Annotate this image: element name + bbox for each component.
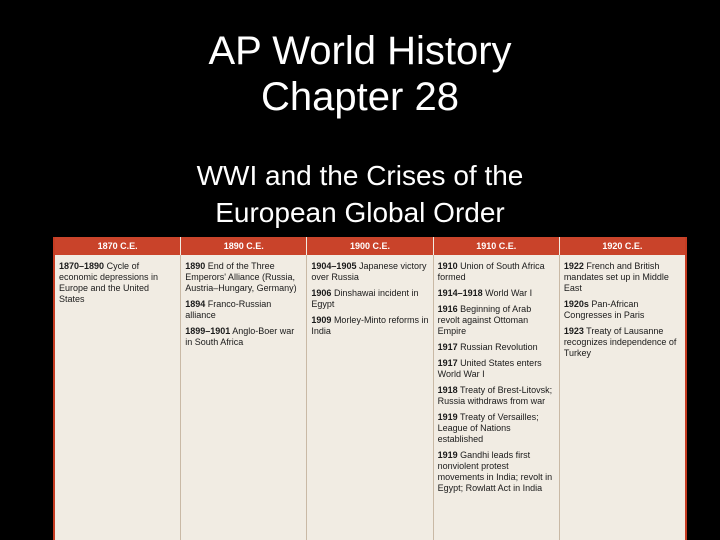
entry-text: Japanese victory over Russia [311, 261, 427, 282]
timeline-column [181, 255, 307, 540]
timeline-entry [311, 261, 428, 283]
entry-date: 1870–1890 [59, 261, 105, 271]
entry-date: 1919 [437, 450, 458, 460]
entry-text: Treaty of Versailles; League of Nations established [437, 412, 539, 444]
timeline-entry [438, 342, 555, 353]
entry-text: Franco-Russian alliance [185, 299, 272, 320]
timeline-column [560, 255, 685, 540]
entry-text: Russian Revolution [457, 342, 538, 352]
timeline-entry [438, 304, 555, 337]
entry-text: Morley-Minto reforms in India [311, 315, 429, 336]
timeline-header [55, 237, 685, 255]
entry-date: 1919 [437, 412, 458, 422]
timeline-entry [438, 261, 555, 283]
entry-text: Dinshawai incident in Egypt [311, 288, 419, 309]
timeline-column [434, 255, 560, 540]
timeline-header-cell: 1910 C.E. [434, 237, 560, 255]
entry-date: 1899–1901 [185, 326, 231, 336]
timeline-header-cell: 1890 C.E. [181, 237, 307, 255]
timeline-column [55, 255, 181, 540]
timeline-entry [564, 299, 681, 321]
entry-text: United States enters World War I [437, 358, 542, 379]
entry-date: 1917 [437, 358, 458, 368]
timeline-entry [185, 299, 302, 321]
entry-date: 1922 [563, 261, 584, 271]
timeline-image [53, 237, 687, 540]
timeline-entry [564, 326, 681, 359]
timeline-header-cell: 1900 C.E. [307, 237, 433, 255]
timeline-entry [564, 261, 681, 294]
entry-text: Gandhi leads first nonviolent protest movements in India; revolt in Egypt; Rowlatt Act in India [437, 450, 553, 493]
entry-date: 1909 [311, 315, 332, 325]
entry-date: 1890 [185, 261, 206, 271]
title-line-2: Chapter 28 [261, 75, 459, 119]
entry-text: World War I [482, 288, 533, 298]
timeline-entry [438, 450, 555, 494]
title-line-1: AP World History [208, 29, 512, 73]
timeline-entry [438, 288, 555, 299]
entry-date: 1918 [437, 385, 458, 395]
timeline-header-cell: 1920 C.E. [602, 241, 643, 251]
timeline-entry [185, 261, 302, 294]
timeline-entry [185, 326, 302, 348]
entry-date: 1894 [185, 299, 206, 309]
entry-text: Anglo-Boer war in South Africa [185, 326, 295, 347]
timeline-entry [438, 358, 555, 380]
entry-date: 1904–1905 [311, 261, 357, 271]
timeline-entry [59, 261, 176, 305]
slide-title [0, 28, 720, 120]
entry-text: Treaty of Brest-Litovsk; Russia withdraws from war [437, 385, 553, 406]
entry-text: Beginning of Arab revolt against Ottoman Empire [437, 304, 532, 336]
entry-date: 1914–1918 [437, 288, 483, 298]
slide-subtitle [0, 157, 720, 231]
subtitle-line-2: European Global Order [215, 197, 505, 228]
entry-date: 1910 [437, 261, 458, 271]
timeline-header-cell: 1870 C.E. [55, 237, 181, 255]
timeline-columns [55, 255, 685, 540]
timeline-entry [438, 412, 555, 445]
subtitle-line-1: WWI and the Crises of the [196, 160, 524, 191]
entry-text: End of the Three Emperors' Alliance (Russia, Austria–Hungary, Germany) [185, 261, 297, 293]
entry-date: 1917 [437, 342, 458, 352]
entry-text: Pan-African Congresses in Paris [563, 299, 645, 320]
entry-text: Union of South Africa formed [437, 261, 545, 282]
entry-text: French and British mandates set up in Middle East [563, 261, 669, 293]
entry-date: 1920s [563, 299, 589, 309]
timeline-entry [311, 315, 428, 337]
entry-date: 1923 [563, 326, 584, 336]
timeline-column [307, 255, 433, 540]
entry-text: Treaty of Lausanne recognizes independence of Turkey [563, 326, 677, 358]
entry-date: 1906 [311, 288, 332, 298]
timeline-entry [438, 385, 555, 407]
timeline-entry [311, 288, 428, 310]
entry-text: Cycle of economic depressions in Europe and the United States [59, 261, 159, 304]
entry-date: 1916 [437, 304, 458, 314]
